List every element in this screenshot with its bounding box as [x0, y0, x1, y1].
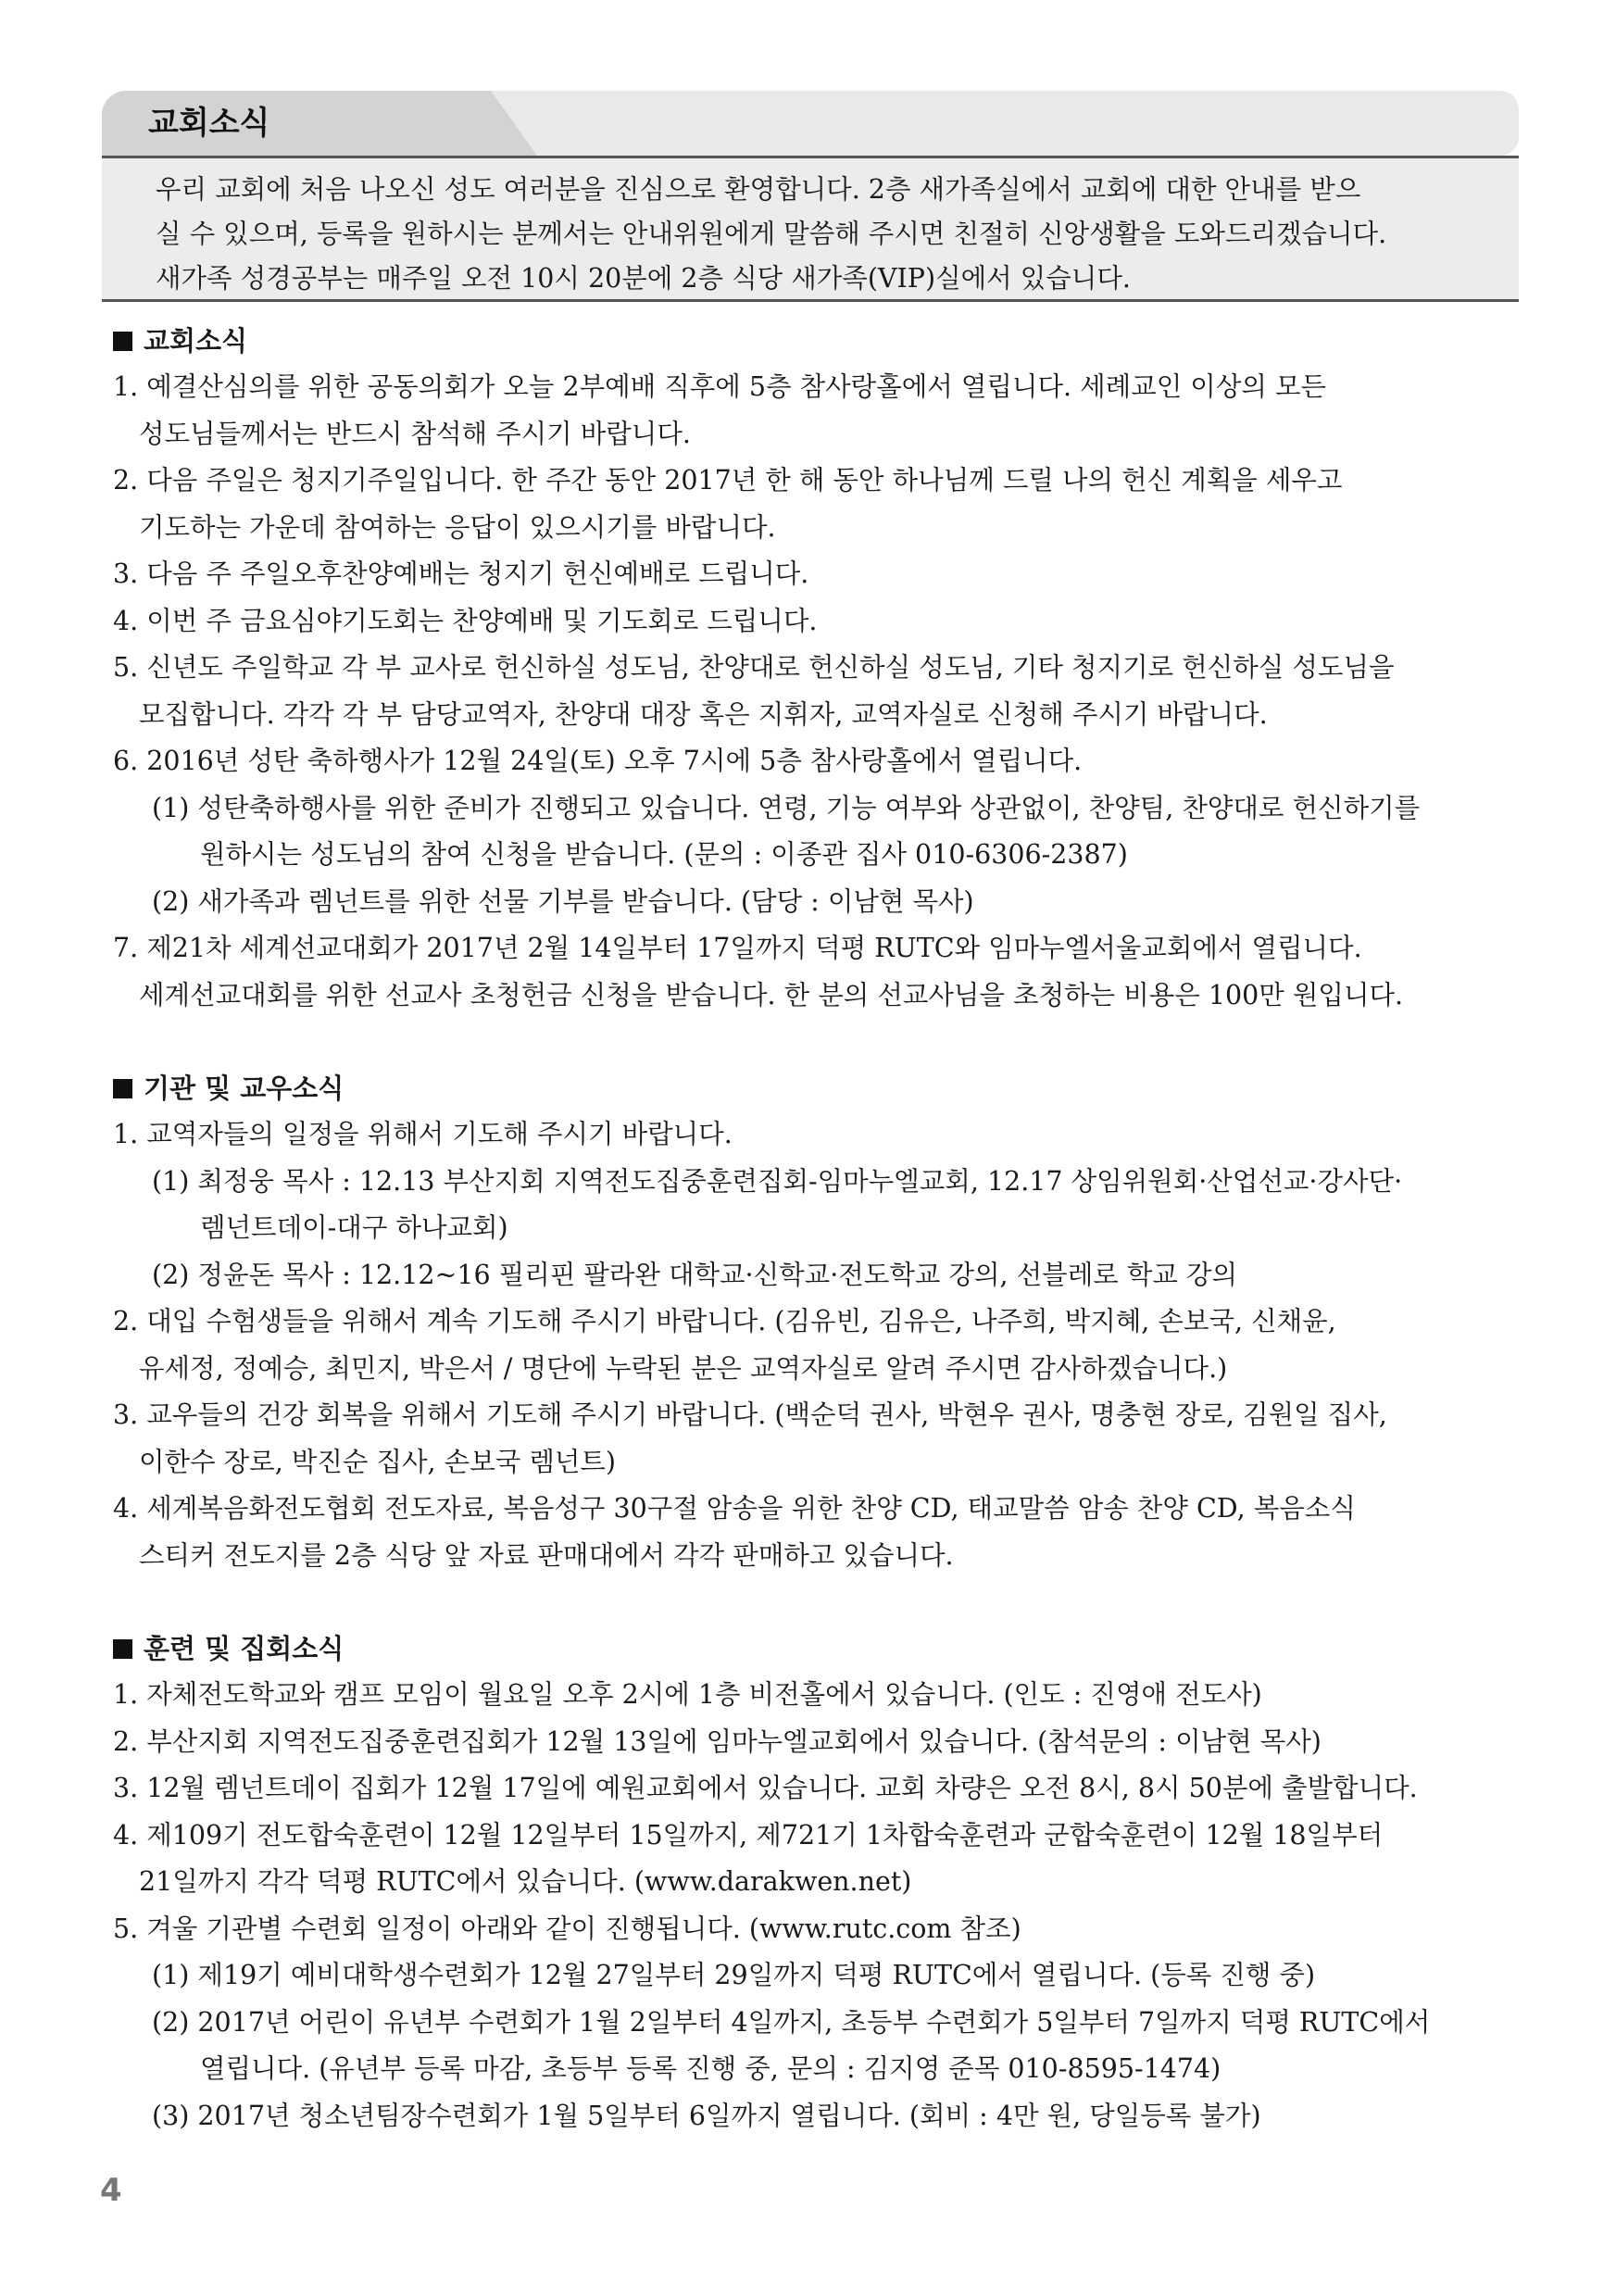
header-band: [407, 91, 1519, 156]
sub-list-item-continuation: 열립니다. (유년부 등록 마감, 초등부 등록 진행 중, 문의 : 김지영 준목 010-8595-1474): [200, 2053, 1221, 2084]
page-header: [102, 91, 1519, 156]
list-item: 1. 자체전도학교와 캠프 모임이 월요일 오후 2시에 1층 비전홀에서 있습니다. (인도 : 진영애 전도사): [113, 1679, 1262, 1710]
list-item: 2. 대입 수험생들을 위해서 계속 기도해 주시기 바랍니다. (김유빈, 김유은, 나주희, 박지혜, 손보국, 신채윤,: [113, 1306, 1336, 1336]
section-church-news: [113, 318, 1511, 1019]
welcome-line: 새가족 성경공부는 매주일 오전 10시 20분에 2층 식당 새가족(VIP)실에서 있습니다.: [156, 263, 1131, 294]
sub-list-item: (2) 정윤돈 목사 : 12.12~16 필리핀 팔라완 대학교·신학교·전도학교 강의, 선블레로 학교 강의: [152, 1259, 1238, 1290]
sub-list-item-continuation: 렘넌트데이-대구 하나교회): [200, 1212, 508, 1243]
list-item-continuation: 스티커 전도지를 2층 식당 앞 자료 판매대에서 각각 판매하고 있습니다.: [139, 1539, 954, 1571]
section-institution-news: [113, 1065, 1511, 1579]
list-item: 4. 이번 주 금요심야기도회는 찬양예배 및 기도회로 드립니다.: [113, 605, 818, 636]
list-item-continuation: 기도하는 가운데 참여하는 응답이 있으시기를 바랍니다.: [139, 511, 776, 543]
list-item-continuation: 이한수 장로, 박진순 집사, 손보국 렘넌트): [139, 1446, 617, 1477]
list-item: 2. 부산지회 지역전도집중훈련집회가 12월 13일에 임마누엘교회에서 있습니다. (참석문의 : 이남현 목사): [113, 1725, 1322, 1757]
list-item-continuation: 성도님들께서는 반드시 참석해 주시기 바랍니다.: [139, 418, 691, 449]
square-bullet-icon: [113, 1079, 132, 1098]
page-number: 4: [100, 2172, 122, 2209]
square-bullet-icon: [113, 332, 132, 351]
sub-list-item: (2) 2017년 어린이 유년부 수련회가 1월 2일부터 4일까지, 초등부 수련회가 5일부터 7일까지 덕평 RUTC에서: [152, 2006, 1431, 2038]
sub-list-item: (2) 새가족과 렘넌트를 위한 선물 기부를 받습니다. (담당 : 이남현 목사): [152, 885, 974, 917]
sub-list-item: (1) 최정웅 목사 : 12.13 부산지회 지역전도집중훈련집회-임마누엘교회, 12.17 상임위원회·산업선교·강사단·: [152, 1165, 1403, 1197]
list-item: 2. 다음 주일은 청지기주일입니다. 한 주간 동안 2017년 한 해 동안 하나님께 드릴 나의 헌신 계획을 세우고: [113, 465, 1343, 496]
section-training-news: [113, 1625, 1511, 2139]
welcome-box: [102, 156, 1519, 302]
list-item: 3. 교우들의 건강 회복을 위해서 기도해 주시기 바랍니다. (백순덕 권사, 박현우 권사, 명충현 장로, 김원일 집사,: [113, 1399, 1387, 1430]
list-item: 5. 겨울 기관별 수련회 일정이 아래와 같이 진행됩니다. (www.rutc.com 참조): [113, 1913, 1021, 1944]
sub-list-item: (1) 제19기 예비대학생수련회가 12월 27일부터 29일까지 덕평 RUTC에서 열립니다. (등록 진행 중): [152, 1960, 1316, 1990]
welcome-line: 실 수 있으며, 등록을 원하시는 분께서는 안내위원에게 말씀해 주시면 친절히 신앙생활을 도와드리겠습니다.: [156, 219, 1387, 249]
list-item: 7. 제21차 세계선교대회가 2017년 2월 14일부터 17일까지 덕평 RUTC와 임마누엘서울교회에서 열립니다.: [113, 933, 1362, 963]
list-item-continuation: 세계선교대회를 위한 선교사 초청헌금 신청을 받습니다. 한 분의 선교사님을 초청하는 비용은 100만 원입니다.: [139, 979, 1404, 1010]
list-item: 4. 세계복음화전도협회 전도자료, 복음성구 30구절 암송을 위한 찬양 CD, 태교말씀 암송 찬양 CD, 복음소식: [113, 1493, 1356, 1524]
sub-list-item: (3) 2017년 청소년팀장수련회가 1월 5일부터 6일까지 열립니다. (회비 : 4만 원, 당일등록 불가): [152, 2100, 1261, 2131]
sub-list-item: (1) 성탄축하행사를 위한 준비가 진행되고 있습니다. 연령, 기능 여부와 상관없이, 찬양팀, 찬양대로 헌신하기를: [152, 792, 1421, 823]
list-item-continuation: 21일까지 각각 덕평 RUTC에서 있습니다. (www.darakwen.net): [139, 1866, 912, 1897]
list-item: 4. 제109기 전도합숙훈련이 12월 12일부터 15일까지, 제721기 1차합숙훈련과 군합숙훈련이 12월 18일부터: [113, 1819, 1384, 1851]
welcome-line: 우리 교회에 처음 나오신 성도 여러분을 진심으로 환영합니다. 2층 새가족실에서 교회에 대한 안내를 받으: [156, 174, 1361, 205]
list-item: 3. 다음 주 주일오후찬양예배는 청지기 헌신예배로 드립니다.: [113, 558, 809, 589]
list-item: 6. 2016년 성탄 축하행사가 12월 24일(토) 오후 7시에 5층 참사랑홀에서 열립니다.: [113, 746, 1083, 776]
section-title: 교회소식: [113, 318, 1511, 364]
section-title: 기관 및 교우소식: [113, 1065, 1511, 1111]
list-item: 3. 12월 렘넌트데이 집회가 12월 17일에 예원교회에서 있습니다. 교회 차량은 오전 8시, 8시 50분에 출발합니다.: [113, 1773, 1418, 1803]
section-title: 훈련 및 집회소식: [113, 1625, 1511, 1672]
list-item: 5. 신년도 주일학교 각 부 교사로 헌신하실 성도님, 찬양대로 헌신하실 성도님, 기타 청지기로 헌신하실 성도님을: [113, 652, 1395, 683]
square-bullet-icon: [113, 1639, 132, 1659]
list-item-continuation: 유세정, 정예승, 최민지, 박은서 / 명단에 누락된 분은 교역자실로 알려 주시면 감사하겠습니다.): [139, 1352, 1228, 1384]
list-item-continuation: 모집합니다. 각각 각 부 담당교역자, 찬양대 대장 혹은 지휘자, 교역자실로 신청해 주시기 바랍니다.: [139, 698, 1268, 730]
page-title: 교회소식: [148, 105, 270, 142]
sub-list-item-continuation: 원하시는 성도님의 참여 신청을 받습니다. (문의 : 이종관 집사 010-6306-2387): [200, 839, 1128, 870]
list-item: 1. 예결산심의를 위한 공동의회가 오늘 2부예배 직후에 5층 참사랑홀에서 열립니다. 세례교인 이상의 모든: [113, 371, 1327, 402]
list-item: 1. 교역자들의 일정을 위해서 기도해 주시기 바랍니다.: [113, 1119, 733, 1149]
